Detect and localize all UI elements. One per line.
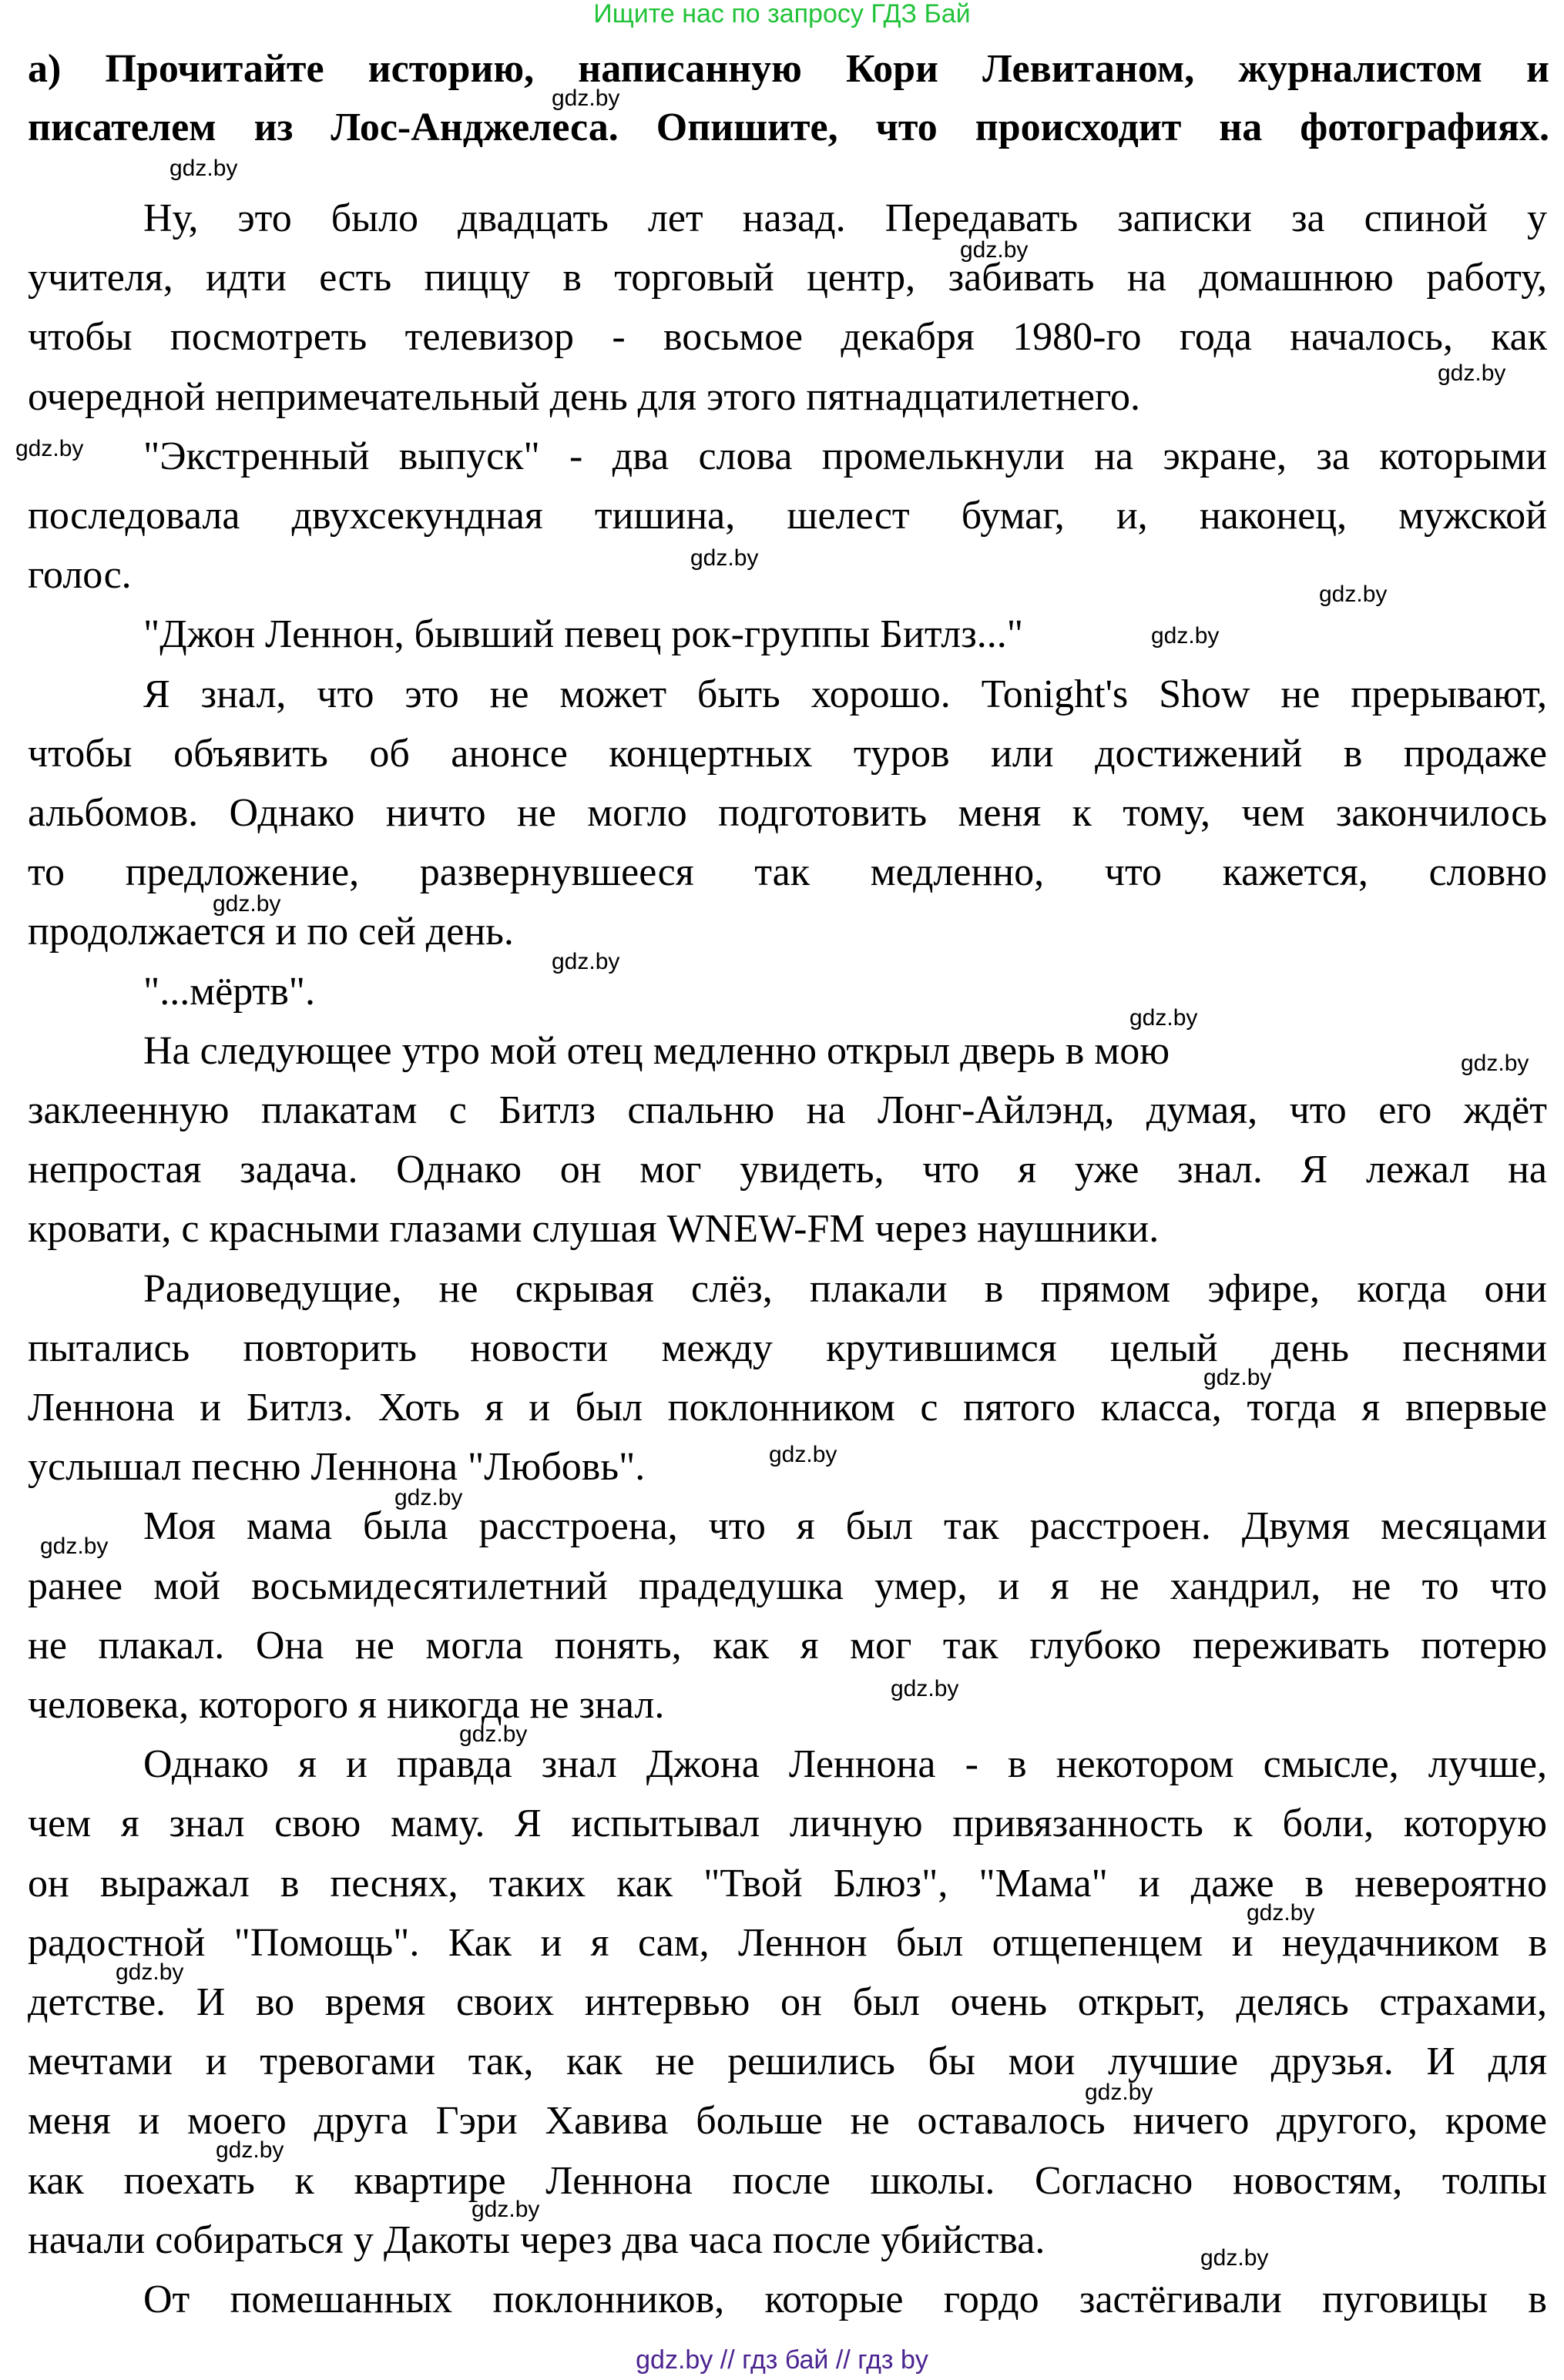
text-line: Я знал, что это не может быть хорошо. Tonight's Show не прерывают, [143, 672, 1547, 716]
text-line: чем я знал свою маму. Я испытывал личную привязанность к боли, которую [28, 1802, 1547, 1845]
gdz-watermark: gdz.by [459, 1721, 528, 1747]
gdz-watermark: gdz.by [1151, 623, 1220, 649]
gdz-watermark: gdz.by [552, 949, 620, 974]
text-line: Леннона и Битлз. Хоть я и был поклонником с пятого класса, тогда я впервые [28, 1386, 1547, 1430]
text-line: последовала двухсекундная тишина, шелест бумаг, и, наконец, мужской [28, 494, 1547, 538]
text-line: он выражал в песнях, таких как "Твой Блюз", "Мама" и даже в невероятно [28, 1862, 1547, 1906]
gdz-watermark: gdz.by [1461, 1051, 1529, 1076]
gdz-watermark: gdz.by [1438, 360, 1506, 386]
gdz-watermark: gdz.by [1085, 2080, 1153, 2105]
search-hint-banner: Ищите нас по запросу ГДЗ Бай [593, 0, 971, 28]
gdz-watermark: gdz.by [552, 85, 620, 111]
text-line: пытались повторить новости между крутившимся целый день песнями [28, 1326, 1547, 1370]
footer-watermark: gdz.by // гдз бай // гдз by [636, 2345, 928, 2375]
text-line: как поехать к квартире Леннона после школы. Согласно новостям, толпы [28, 2159, 1547, 2203]
text-line: голос. [28, 553, 132, 597]
text-line: "...мёртв". [143, 970, 316, 1014]
text-line: непростая задача. Однако он мог увидеть, что я уже знал. Я лежал на [28, 1148, 1547, 1192]
text-line: "Джон Леннон, бывший певец рок-группы Битлз..." [143, 612, 1023, 656]
text-line: мечтами и тревогами так, как не решились бы мои лучшие друзья. И для [28, 2040, 1547, 2083]
gdz-watermark: gdz.by [1129, 1005, 1198, 1031]
gdz-watermark: gdz.by [15, 436, 84, 461]
task-title-line: писателем из Лос-Анджелеса. Опишите, что происходит на фотографиях. [28, 106, 1549, 149]
text-line: Ну, это было двадцать лет назад. Передавать записки за спиной у [143, 196, 1547, 240]
gdz-watermark: gdz.by [472, 2197, 540, 2222]
gdz-watermark: gdz.by [769, 1442, 837, 1467]
text-line: ранее мой восьмидесятилетний прадедушка умер, и я не хандрил, не то что [28, 1564, 1547, 1608]
text-line: человека, которого я никогда не знал. [28, 1683, 665, 1727]
text-line: учителя, идти есть пиццу в торговый центр, забивать на домашнюю работу, [28, 256, 1547, 300]
text-line: начали собираться у Дакоты через два часа после убийства. [28, 2218, 1045, 2262]
gdz-watermark: gdz.by [213, 891, 281, 917]
gdz-watermark: gdz.by [116, 1959, 184, 1985]
text-line: Радиоведущие, не скрывая слёз, плакали в прямом эфире, когда они [143, 1267, 1547, 1311]
text-line: чтобы посмотреть телевизор - восьмое декабря 1980-го года началось, как [28, 315, 1547, 359]
text-line: заклеенную плакатам с Битлз спальню на Лонг-Айлэнд, думая, что его ждёт [28, 1088, 1547, 1132]
text-line: От помешанных поклонников, которые гордо застёгивали пуговицы в [143, 2278, 1547, 2321]
text-line: детстве. И во время своих интервью он был очень открыт, делясь страхами, [28, 1980, 1547, 2024]
task-title-line: а) Прочитайте историю, написанную Кори Левитаном, журналистом и [28, 47, 1549, 91]
text-line: Моя мама была расстроена, что я был так расстроен. Двумя месяцами [143, 1504, 1547, 1548]
text-line: альбомов. Однако ничто не могло подготовить меня к тому, чем закончилось [28, 791, 1547, 835]
gdz-watermark: gdz.by [216, 2137, 284, 2163]
gdz-watermark: gdz.by [891, 1676, 959, 1701]
text-line: кровати, с красными глазами слушая WNEW-FM через наушники. [28, 1207, 1160, 1251]
gdz-watermark: gdz.by [1319, 582, 1388, 607]
gdz-watermark: gdz.by [40, 1534, 109, 1559]
gdz-watermark: gdz.by [169, 156, 238, 181]
text-line: На следующее утро мой отец медленно открыл дверь в мою [143, 1029, 1170, 1073]
text-line: меня и моего друга Гэри Хавива больше не оставалось ничего другого, кроме [28, 2099, 1547, 2143]
text-line: "Экстренный выпуск" - два слова промелькнули на экране, за которыми [143, 434, 1547, 478]
gdz-watermark: gdz.by [1200, 2245, 1269, 2271]
text-line: продолжается и по сей день. [28, 910, 514, 954]
text-line: чтобы объявить об анонсе концертных туров или достижений в продаже [28, 732, 1547, 776]
text-line: очередной непримечательный день для этого пятнадцатилетнего. [28, 375, 1141, 419]
gdz-watermark: gdz.by [960, 237, 1029, 263]
text-line: радостной "Помощь". Как и я сам, Леннон был отщепенцем и неудачником в [28, 1921, 1547, 1965]
text-line: то предложение, развернувшееся так медленно, что кажется, словно [28, 850, 1547, 894]
text-line: не плакал. Она не могла понять, как я мог так глубоко переживать потерю [28, 1624, 1547, 1668]
gdz-watermark: gdz.by [1203, 1365, 1272, 1390]
gdz-watermark: gdz.by [690, 545, 759, 571]
text-line: Однако я и правда знал Джона Леннона - в некотором смысле, лучше, [143, 1742, 1547, 1786]
gdz-watermark: gdz.by [1247, 1900, 1315, 1926]
text-line: услышал песню Леннона "Любовь". [28, 1445, 646, 1489]
gdz-watermark: gdz.by [394, 1485, 463, 1510]
